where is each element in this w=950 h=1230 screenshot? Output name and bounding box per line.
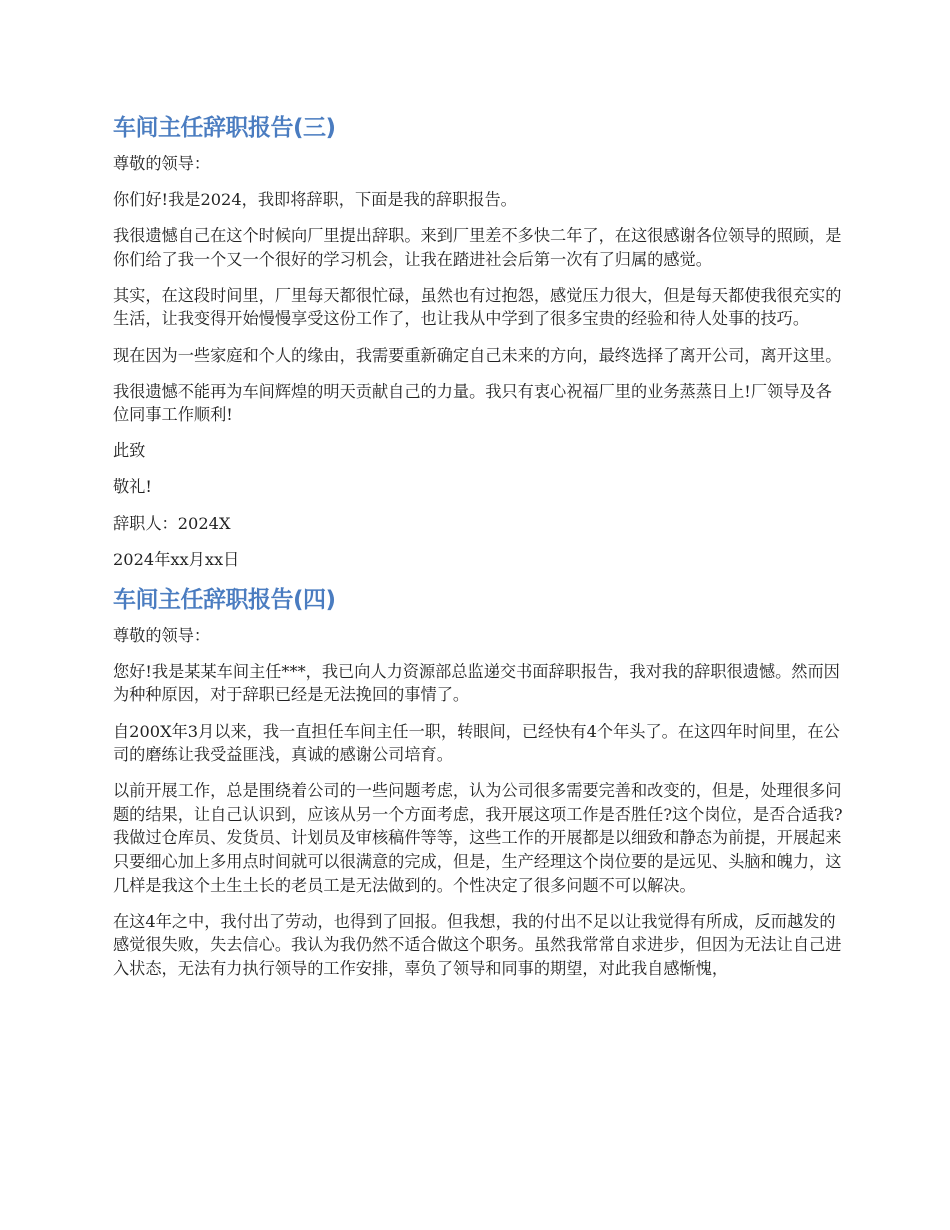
salutation-line: 敬礼! — [113, 477, 152, 497]
section-heading: 车间主任辞职报告(四) — [113, 586, 336, 613]
closing-line: 此致 — [113, 441, 146, 461]
document-page — [113, 112, 843, 993]
date-line: 2024年xx月xx日 — [113, 549, 240, 569]
signature-line: 辞职人：2024X — [113, 513, 231, 533]
paragraph: 尊敬的领导： — [113, 154, 211, 173]
paragraph: 您好!我是某某车间主任***，我已向人力资源部总监递交书面辞职报告，我对我的辞职很遗憾。然而因为种种原因，对于辞职已经是无法挽回的事情了。 — [113, 661, 840, 705]
paragraph: 自200X年3月以来，我一直担任车间主任一职，转眼间，已经快有4个年头了。在这四年时间里，在公司的磨练让我受益匪浅，真诚的感谢公司培育。 — [113, 721, 840, 765]
paragraph: 我很遗憾自己在这个时候向厂里提出辞职。来到厂里差不多快二年了，在这很感谢各位领导的照顾，是你们给了我一个又一个很好的学习机会，让我在踏进社会后第一次有了归属的感觉。 — [113, 226, 842, 269]
paragraph: 你们好!我是2024，我即将辞职，下面是我的辞职报告。 — [113, 190, 517, 210]
paragraph: 在这4年之中，我付出了劳动，也得到了回报。但我想，我的付出不足以让我觉得有所成，反而越发的感觉很失败，失去信心。我认为我仍然不适合做这个职务。虽然我常常自求进步，但因为无法让自己进入状态，无法有力执行领导的工作安排，辜负了领导和同事的期望，对此我自感惭愧， — [113, 911, 842, 978]
paragraph: 以前开展工作，总是围绕着公司的一些问题考虑，认为公司很多需要完善和改变的，但是，处理很多问题的结果，让自己认识到，应该从另一个方面考虑，我开展这项工作是否胜任?这个岗位，是否合适我?我做过仓库员、发货员、计划员及审核稿件等等，这些工作的开展都是以细致和静态为前提，开展起来只要细心加上多用点时间就可以很满意的完成，但是，生产经理这个岗位要的是远见、头脑和魄力，这几样是我这个土生土长的老员工是无法做到的。个性决定了很多问题不可以解决。 — [113, 781, 843, 895]
paragraph: 尊敬的领导： — [113, 625, 211, 645]
section-heading: 车间主任辞职报告(三) — [113, 115, 336, 141]
paragraph: 其实，在这段时间里，厂里每天都很忙碌，虽然也有过抱怨，感觉压力很大，但是每天都使我很充实的生活，让我变得开始慢慢享受这份工作了，也让我从中学到了很多宝贵的经验和待人处事的技巧。 — [113, 285, 842, 329]
paragraph: 现在因为一些家庭和个人的缘由，我需要重新确定自己未来的方向，最终选择了离开公司，离开这里。 — [113, 345, 842, 365]
paragraph: 我很遗憾不能再为车间辉煌的明天贡献自己的力量。我只有衷心祝福厂里的业务蒸蒸日上!厂领导及各位同事工作顺利! — [113, 381, 832, 425]
